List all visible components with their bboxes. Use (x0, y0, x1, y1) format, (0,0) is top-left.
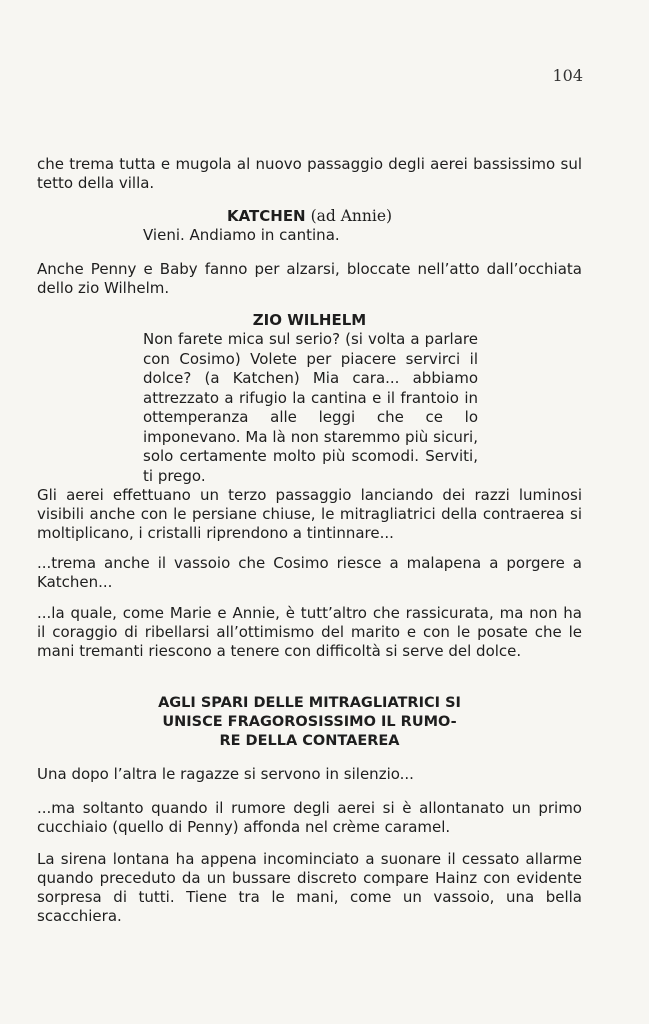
paragraph-4: ...trema anche il vassoio che Cosimo riesce a malapena a porgere a Katchen... (37, 554, 582, 591)
stage-direction-heading (37, 694, 582, 751)
speaker-katchen: KATCHEN (226, 207, 306, 225)
wilhelm-dialogue: Non farete mica sul serio? (si volta a parlare con Cosimo) Volete per piacere servirci il dolce? (a Katchen) Mia cara... abbiamo attrezzato a rifugio la cantina e il frantoio in ottemperanza alle leggi che ce lo imponevano. Ma là non staremmo più sicuri, solo certamente molto più scomodi. Serviti, ti prego. (143, 330, 478, 485)
paragraph-2: Anche Penny e Baby fanno per alzarsi, bloccate nell’atto dall’occhiata dello zio Wilhelm. (37, 260, 582, 297)
paragraph-8: La sirena lontana ha appena incominciato a suonare il cessato allarme quando preceduto da un bussare discreto compare Hainz con evidente sorpresa di tutti. Tiene tra le mani, come un vassoio, una bella scacchiera. (37, 850, 582, 925)
wilhelm-cue (37, 311, 582, 330)
paragraph-5: ...la quale, come Marie e Annie, è tutt’altro che rassicurata, ma non ha il coraggio di ribellarsi all’ottimismo del marito e con le posate che le mani tremanti riescono a tenere con difficoltà si serve del dolce. (37, 604, 582, 660)
heading-line-2: UNISCE FRAGOROSISSIMO IL RUMO- (162, 714, 457, 730)
paragraph-6: Una dopo l’altra le ragazze si servono in silenzio... (37, 765, 414, 783)
heading-line-1: AGLI SPARI DELLE MITRAGLIATRICI SI (158, 695, 461, 711)
heading-line-3: RE DELLA CONTAEREA (219, 733, 400, 749)
paragraph-1: che trema tutta e mugola al nuovo passaggio degli aerei bassissimo sul tetto della villa. (37, 155, 582, 192)
stage-note-katchen: (ad Annie) (310, 207, 393, 225)
katchen-cue (37, 207, 582, 226)
paragraph-3: Gli aerei effettuano un terzo passaggio lanciando dei razzi luminosi visibili anche con le persiane chiuse, le mitragliatrici della contraerea si moltiplicano, i cristalli riprendono a tintinnare... (37, 486, 582, 542)
katchen-dialogue: Vieni. Andiamo in cantina. (143, 226, 340, 244)
page-number: 104 (552, 66, 583, 85)
paragraph-7: ...ma soltanto quando il rumore degli aerei si è allontanato un primo cucchiaio (quello di Penny) affonda nel crème caramel. (37, 799, 582, 836)
speaker-zio-wilhelm: ZIO WILHELM (252, 311, 367, 329)
